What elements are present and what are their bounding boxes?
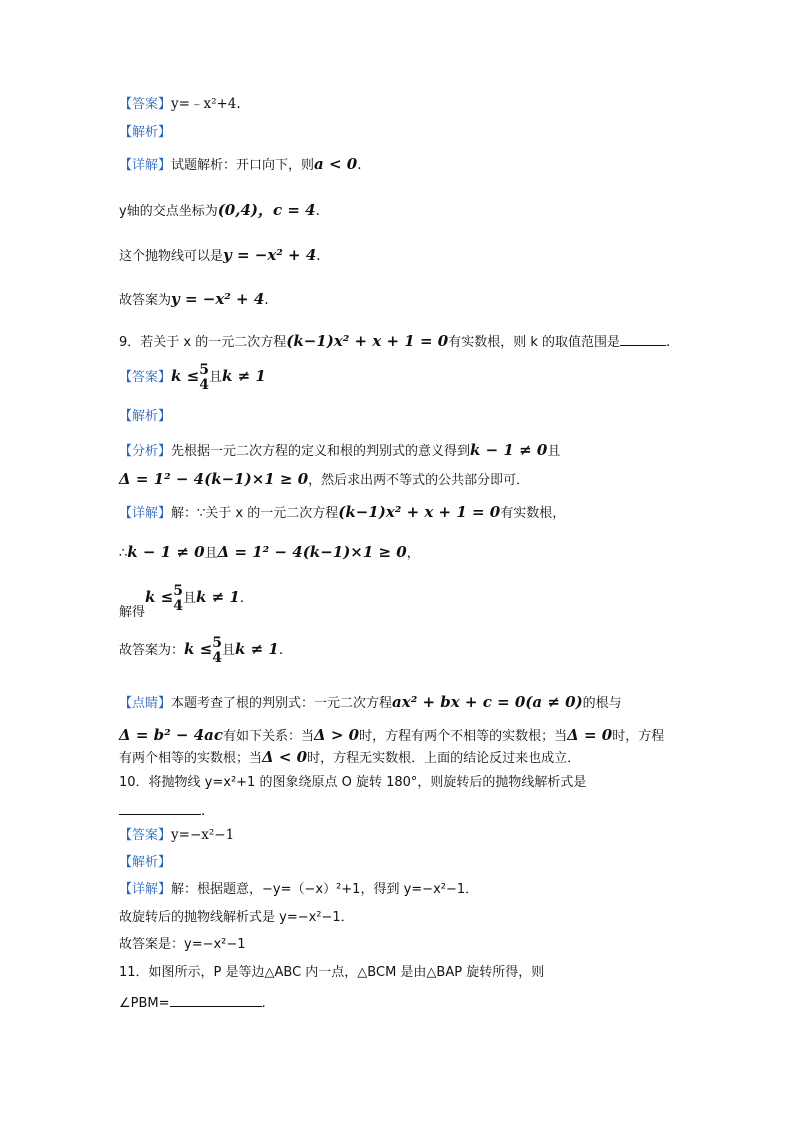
g10-text: 故答案是：y=−x²−1 xyxy=(119,937,246,952)
dianjing-text-e: 时，方程 xyxy=(612,729,665,744)
dianjing-delta-gt: Δ > 0 xyxy=(314,726,360,744)
math-parabola: y = −x² + 4 xyxy=(223,246,317,264)
detail9-and: 且 xyxy=(204,546,218,561)
detail-line-9b xyxy=(119,545,420,561)
analysis-line-8 xyxy=(119,126,171,140)
solve-text: 解得 xyxy=(119,605,146,621)
detail-line-10 xyxy=(119,883,478,897)
solve-denominator: 4 xyxy=(173,597,183,614)
fenxi-text-b: 且 xyxy=(547,444,561,459)
dianjing-line-1 xyxy=(119,695,622,711)
math-a-lt-0: a < 0 xyxy=(314,155,358,173)
parabola-text: 这个抛物线可以是 xyxy=(119,249,224,264)
solve-numerator: 5 xyxy=(173,583,183,599)
answer9-numerator: 5 xyxy=(212,635,222,651)
solve-k-ne: k ≠ 1 xyxy=(195,588,240,607)
dianjing-delta: Δ = b² − 4ac xyxy=(119,726,224,744)
q10-end: ． xyxy=(201,803,215,819)
fenxi-delta: Δ = 1² − 4(k−1)×1 ≥ 0 xyxy=(119,470,309,488)
question-11 xyxy=(119,966,544,980)
dianjing-line-3 xyxy=(119,750,580,766)
a9-denominator: 4 xyxy=(199,376,209,393)
fenxi-tag: 【分析】 xyxy=(119,444,172,459)
a9-numerator: 5 xyxy=(199,362,209,378)
solve-line xyxy=(119,584,253,619)
math-conclusion: y = −x² + 4 xyxy=(171,290,265,308)
solve-and: 且 xyxy=(182,591,196,607)
answer-tag: 【答案】 xyxy=(119,97,172,112)
detail9-comma: ， xyxy=(406,546,420,561)
q11-angle: ∠PBM= xyxy=(119,996,170,1011)
final-line-10 xyxy=(119,938,246,952)
dianjing-equation: ax² + bx + c = 0(a ≠ 0) xyxy=(392,693,583,711)
analysis-tag: 【解析】 xyxy=(119,125,172,140)
parabola-line: 这个抛物线可以是y = −x² + 4. xyxy=(119,246,321,264)
q9-equation: (k−1)x² + x + 1 = 0 xyxy=(286,332,449,350)
question-10 xyxy=(119,776,586,790)
detail-tag: 【详解】 xyxy=(119,158,172,173)
detail-text: 试题解析：开口向下，则 xyxy=(171,158,315,173)
fenxi-math: k − 1 ≠ 0 xyxy=(470,441,548,459)
solve-end: ． xyxy=(239,590,254,607)
detail-tag-9: 【详解】 xyxy=(119,506,172,521)
answer9-denominator: 4 xyxy=(212,649,222,666)
answer-line-8 xyxy=(119,98,241,112)
analysis-tag-10: 【解析】 xyxy=(119,855,172,870)
q11-blank xyxy=(170,994,262,1007)
fenxi-text-c: ，然后求出两不等式的公共部分即可． xyxy=(308,473,530,488)
answer-tag-10: 【答案】 xyxy=(119,828,172,843)
a9-and: 且 xyxy=(208,370,222,386)
a9-k-le: k ≤ xyxy=(171,367,200,386)
detail-tag-10: 【详解】 xyxy=(119,882,172,897)
answer-tag-9: 【答案】 xyxy=(119,370,172,386)
dianjing-line-2 xyxy=(119,728,664,744)
analysis-line-9 xyxy=(119,410,171,424)
analysis-tag-9: 【解析】 xyxy=(119,409,172,424)
answer9-and: 且 xyxy=(221,643,235,659)
dianjing-delta-eq: Δ = 0 xyxy=(567,726,613,744)
answer9-end: ． xyxy=(278,642,293,659)
q11-text: 11．如图所示，P 是等边△ABC 内一点，△BCM 是由△BAP 旋转所得，则 xyxy=(119,965,545,980)
q9-text-a: 9．若关于 x 的一元二次方程 xyxy=(119,335,287,350)
detail-line-9a xyxy=(119,505,565,521)
solve-k-le: k ≤ xyxy=(145,588,174,607)
detail9-cond1: k − 1 ≠ 0 xyxy=(127,543,205,561)
dianjing-text-f: 有两个相等的实数根；当 xyxy=(119,751,263,766)
fenxi-line-2 xyxy=(119,472,529,488)
dianjing-text-g: 时，方程无实数根．上面的结论反过来也成立． xyxy=(307,751,581,766)
question-11-blank-line xyxy=(119,994,275,1011)
q9-text-b: 有实数根，则 k 的取值范围是 xyxy=(448,335,620,350)
detail9-equation: (k−1)x² + x + 1 = 0 xyxy=(338,503,501,521)
fenxi-text-a: 先根据一元二次方程的定义和根的判别式的意义得到 xyxy=(171,444,471,459)
a10-text: y=−x²−1 xyxy=(171,827,235,843)
answer-line-9 xyxy=(119,363,266,392)
answer9-final-line xyxy=(119,636,292,665)
answer9-final-text: 故答案为： xyxy=(119,643,185,659)
conclusion-text: 故答案为 xyxy=(119,293,172,308)
detail9-cond2: Δ = 1² − 4(k−1)×1 ≥ 0 xyxy=(217,543,407,561)
conclusion-line-8: 故答案为y = −x² + 4. xyxy=(119,290,269,308)
fenxi-line-1 xyxy=(119,443,560,459)
d10-text: 解：根据题意，−y=（−x）²+1，得到 y=−x²−1． xyxy=(171,882,479,897)
question-9: 9．若关于 x 的一元二次方程(k−1)x² + x + 1 = 0有实数根，则 k 的取值范围是 ． xyxy=(119,332,680,350)
detail-line-8: 【详解】试题解析：开口向下，则a < 0. xyxy=(119,155,362,173)
dianjing-text-a: 本题考查了根的判别式：一元二次方程 xyxy=(171,696,393,711)
q9-blank xyxy=(620,333,666,346)
dianjing-text-d: 时，方程有两个不相等的实数根；当 xyxy=(359,729,568,744)
q11-end: ． xyxy=(261,995,276,1011)
dianjing-text-b: 的根与 xyxy=(582,696,622,711)
analysis-line-10 xyxy=(119,856,171,870)
axis-intersection-line: y轴的交点坐标为(0,4)，c = 4. xyxy=(119,201,320,219)
a9-k-ne: k ≠ 1 xyxy=(221,367,266,386)
dianjing-tag: 【点睛】 xyxy=(119,696,172,711)
math-point: (0,4)，c = 4 xyxy=(217,201,316,219)
a9-fraction xyxy=(199,363,209,392)
detail9-text-a: 解：∵关于 x 的一元二次方程 xyxy=(171,506,339,521)
result-line-10 xyxy=(119,911,354,925)
solve-fraction xyxy=(173,584,183,613)
dianjing-delta-lt: Δ < 0 xyxy=(262,748,308,766)
e10-text: 故旋转后的抛物线解析式是 y=−x²−1． xyxy=(119,910,354,925)
answer-text: y=﹣x²+4. xyxy=(171,96,241,112)
answer-line-10 xyxy=(119,829,234,843)
answer9-k-le: k ≤ xyxy=(184,640,213,659)
question-10-blank-line xyxy=(119,802,215,819)
dianjing-text-c: 有如下关系：当 xyxy=(223,729,315,744)
answer9-k-ne: k ≠ 1 xyxy=(234,640,279,659)
axis-text: y轴的交点坐标为 xyxy=(119,204,218,219)
therefore: ∴ xyxy=(119,546,128,561)
detail9-text-b: 有实数根， xyxy=(500,506,566,521)
answer9-fraction xyxy=(212,636,222,665)
q10-text: 10．将抛物线 y=x²+1 的图象绕原点 O 旋转 180°，则旋转后的抛物线解析式是 xyxy=(119,775,587,790)
q10-blank xyxy=(119,802,201,815)
